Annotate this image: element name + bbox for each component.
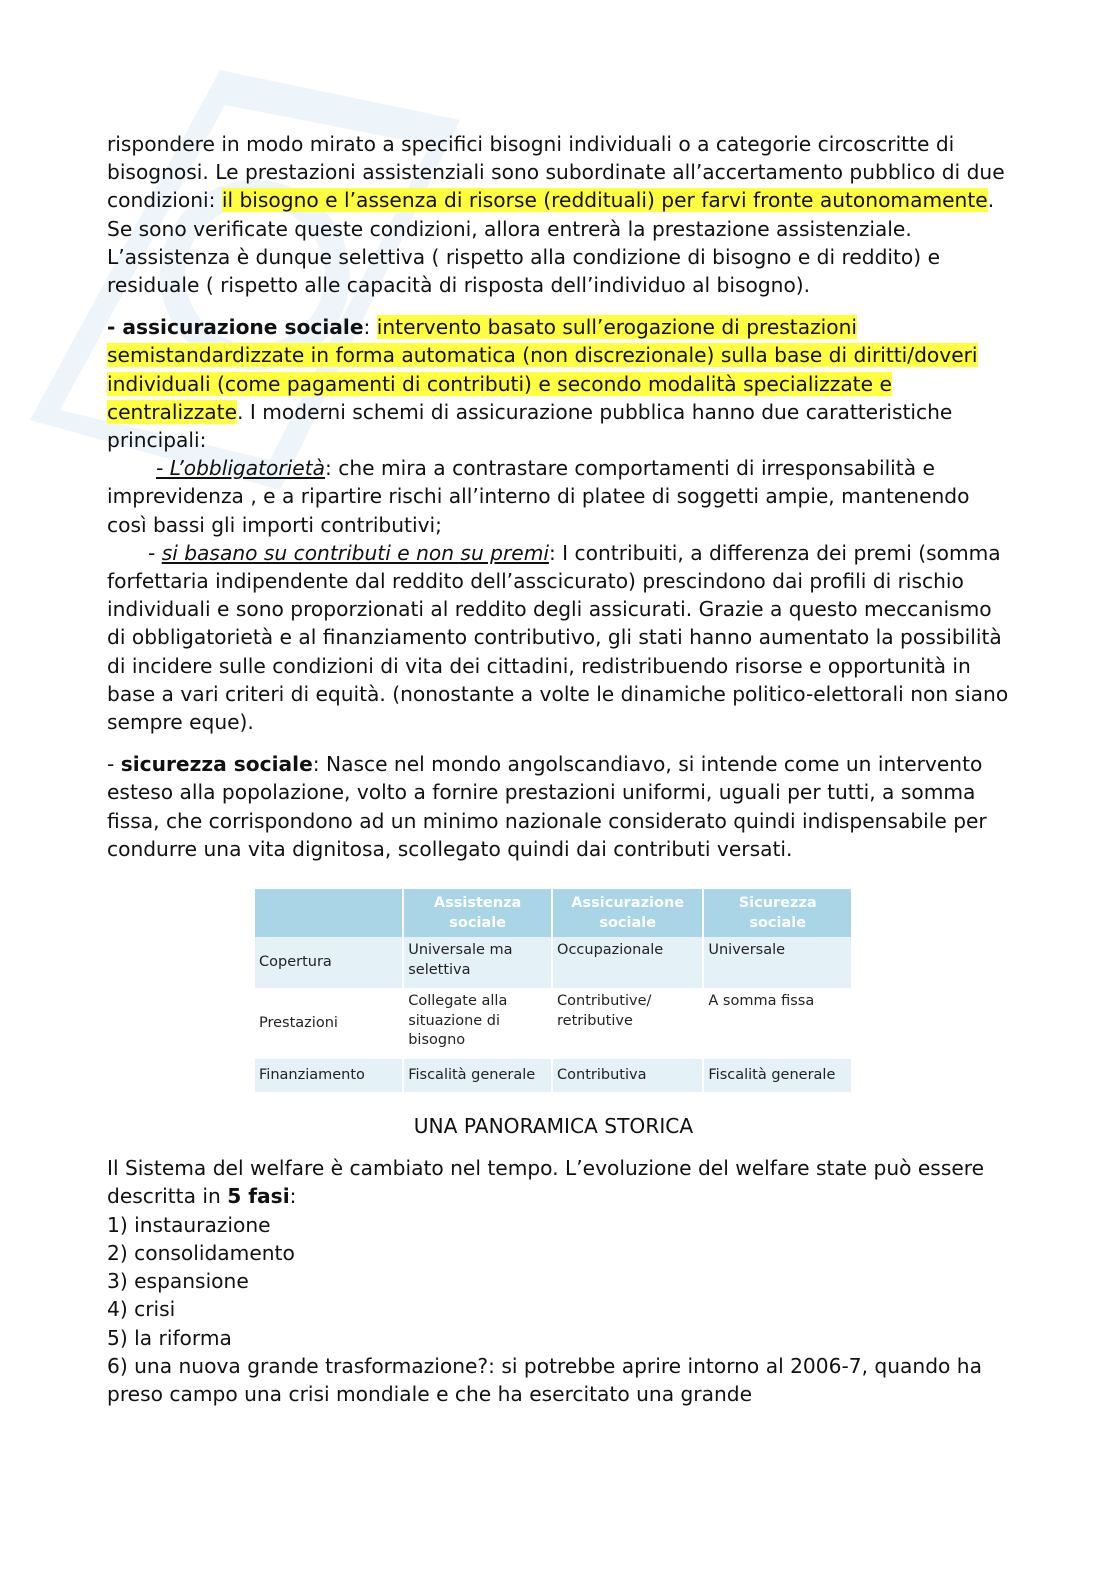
- table-cell: Contributiva: [553, 1059, 702, 1092]
- term-5-fasi: 5 fasi: [227, 1184, 290, 1209]
- table-cell: Occupazionale: [553, 937, 702, 988]
- document-body: [107, 130, 1012, 1408]
- table-cell: Universale: [704, 937, 851, 988]
- section-heading: UNA PANORAMICA STORICA: [413, 1114, 694, 1139]
- table-cell: A somma fissa: [704, 988, 851, 1059]
- table-cell: Fiscalità generale: [404, 1059, 551, 1092]
- list-item: 1) instaurazione: [107, 1212, 271, 1237]
- list-item: 5) la riforma: [107, 1325, 232, 1350]
- table-cell: Contributive/ retributive: [553, 988, 702, 1059]
- table-cell: Collegate alla situazione di bisogno: [404, 988, 551, 1059]
- list-item: 3) espansione: [107, 1269, 249, 1294]
- highlight: il bisogno e l’assenza di risorse (reddituali) per farvi fronte autonomamente: [221, 188, 988, 213]
- row-label: Prestazioni: [255, 988, 402, 1059]
- table-row: [255, 988, 851, 1059]
- row-label: Copertura: [255, 937, 402, 988]
- table-header-cell: Assistenza sociale: [404, 889, 551, 937]
- row-label: Finanziamento: [255, 1059, 402, 1092]
- table-header-cell: [255, 889, 402, 937]
- term-assicurazione-sociale: - assicurazione sociale: [107, 315, 364, 340]
- paragraph-assistenza: rispondere in modo mirato a specifici bisogni individuali o a categorie circoscritte di bisognosi. Le prestazioni assistenziali sono subordinate all’accertamento pubblico di due condizioni: il bisogno e l’assenza di risorse (reddituali) per farvi fronte autonomamente. Se sono verificate queste condizioni, allora entrerà la prestazione assistenziale. L’assistenza è dunque selettiva ( rispetto alla condizione di bisogno e di reddito) e residuale ( rispetto alle capacità di risposta dell’individuo al bisogno).: [107, 132, 1005, 298]
- list-item-obbligatorieta: - L’obbligatorietà: che mira a contrastare comportamenti di irresponsabilità e imprevidenza , e a ripartire rischi all’interno di platee di soggetti ampie, mantenendo così bassi gli importi contributivi;: [107, 456, 970, 537]
- list-item: 6) una nuova grande trasformazione?: si potrebbe aprire intorno al 2006-7, quando ha preso campo una crisi mondiale e che ha esercitato una grande: [107, 1353, 982, 1406]
- table-row: [255, 1059, 851, 1092]
- table-header-row: [255, 889, 851, 937]
- list-item-contributi: - si basano su contributi e non su premi: I contribuiti, a differenza dei premi (somma forfettaria indipendente dal reddito dell’asscicurato) prescindono dai profili di rischio individuali e sono proporzionati al reddito degli assicurati. Grazie a questo meccanismo di obbligatorietà e al finanziamento contributivo, gli stati hanno aumentato la possibilità di incidere sulle condizioni di vita dei cittadini, redistribuendo risorse e opportunità in base a vari criteri di equità. (nonostante a volte le dinamiche politico-elettorali non siano sempre eque).: [107, 540, 1009, 735]
- table-row: [255, 937, 851, 988]
- table-header-cell: Assicurazione sociale: [553, 889, 702, 937]
- table-header-cell: Sicurezza sociale: [704, 889, 851, 937]
- paragraph-history-intro: Il Sistema del welfare è cambiato nel tempo. L’evoluzione del welfare state può essere descritta in 5 fasi:: [107, 1156, 985, 1209]
- list-item: 2) consolidamento: [107, 1240, 295, 1265]
- list-item: 4) crisi: [107, 1297, 176, 1322]
- comparison-table-wrapper: [253, 889, 853, 1092]
- paragraph-sicurezza: - sicurezza sociale: Nasce nel mondo angolscandiavo, si intende come un intervento esteso alla popolazione, volto a fornire prestazioni uniformi, uguali per tutti, a somma fissa, che corrispondono ad un minimo nazionale considerato quindi indispensabile per condurre una vita dignitosa, scollegato quindi dai contributi versati.: [107, 752, 987, 861]
- term-sicurezza-sociale: sicurezza sociale: [120, 752, 313, 777]
- highlight: intervento basato sull’erogazione di prestazioni semistandardizzate in forma automatica (non discrezionale) sulla base di diritti/doveri individuali (come pagamenti di contributi) e secondo modalità specializzate e centralizzate: [107, 315, 978, 424]
- table-cell: Universale ma selettiva: [404, 937, 551, 988]
- comparison-table: [253, 889, 853, 1092]
- paragraph-assicurazione: - assicurazione sociale: intervento basato sull’erogazione di prestazioni semistandardizzate in forma automatica (non discrezionale) sulla base di diritti/doveri individuali (come pagamenti di contributi) e secondo modalità specializzate e centralizzate. I moderni schemi di assicurazione pubblica hanno due caratteristiche principali:: [107, 315, 978, 453]
- table-cell: Fiscalità generale: [704, 1059, 851, 1092]
